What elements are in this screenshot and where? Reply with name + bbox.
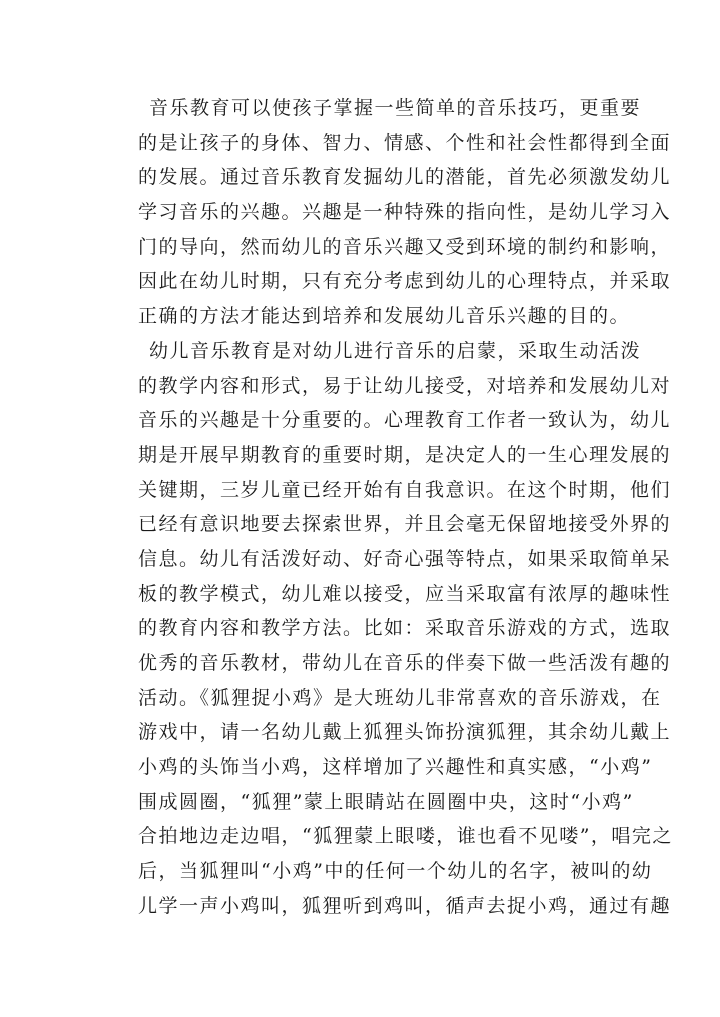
paragraph-2-line-6: 已经有意识地要去探索世界，并且会毫无保留地接受外界的: [138, 513, 672, 536]
paragraph-2-line-16: 后，当狐狸叫“小鸡”中的任何一个幼儿的名字，被叫的幼: [138, 860, 653, 883]
paragraph-2-line-3: 音乐的兴趣是十分重要的。心理教育工作者一致认为，幼儿: [138, 409, 672, 432]
paragraph-1-line-2: 的是让孩子的身体、智力、情感、个性和社会性都得到全面: [138, 131, 672, 154]
paragraph-1-line-4: 学习音乐的兴趣。兴趣是一种特殊的指向性，是幼儿学习入: [138, 201, 672, 224]
paragraph-2-line-12: 游戏中，请一名幼儿戴上狐狸头饰扮演狐狸，其余幼儿戴上: [138, 721, 672, 744]
paragraph-2-line-11: 活动。《狐狸捉小鸡》是大班幼儿非常喜欢的音乐游戏，在: [138, 686, 662, 709]
paragraph-2-line-14: 围成圆圈，“狐狸”蒙上眼睛站在圆圈中央，这时“小鸡”: [138, 790, 634, 813]
body-text: [138, 91, 673, 924]
paragraph-2-line-8: 板的教学模式，幼儿难以接受，应当采取富有浓厚的趣味性: [138, 582, 672, 605]
paragraph-1-line-5: 门的导向，然而幼儿的音乐兴趣又受到环境的制约和影响，: [138, 235, 672, 258]
paragraph-1-line-7: 正确的方法才能达到培养和发展幼儿音乐兴趣的目的。: [138, 305, 631, 328]
paragraph-2-line-9: 的教育内容和教学方法。比如：采取音乐游戏的方式，选取: [138, 617, 672, 640]
paragraph-2-line-13: 小鸡的头饰当小鸡，这样增加了兴趣性和真实感，“小鸡”: [138, 756, 653, 779]
paragraph-2-line-5: 关键期，三岁儿童已经开始有自我意识。在这个时期，他们: [138, 478, 672, 501]
paragraph-1-line-6: 因此在幼儿时期，只有充分考虑到幼儿的心理特点，并采取: [138, 270, 672, 293]
paragraph-2-line-17: 儿学一声小鸡叫，狐狸听到鸡叫，循声去捉小鸡，通过有趣: [138, 894, 672, 917]
paragraph-2-line-15: 合拍地边走边唱，“狐狸蒙上眼喽，谁也看不见喽”，唱完之: [138, 825, 673, 848]
paragraph-1-line-1: 音乐教育可以使孩子掌握一些简单的音乐技巧，更重要: [149, 97, 642, 119]
paragraph-2-line-2: 的教学内容和形式，易于让幼儿接受，对培养和发展幼儿对: [138, 374, 672, 397]
paragraph-1-line-3: 的发展。通过音乐教育发掘幼儿的潜能，首先必须激发幼儿: [138, 166, 672, 189]
paragraph-2-line-10: 优秀的音乐教材，带幼儿在音乐的伴奏下做一些活泼有趣的: [138, 652, 672, 674]
paragraph-2-line-4: 期是开展早期教育的重要时期，是决定人的一生心理发展的: [138, 443, 672, 466]
paragraph-2-line-1: 幼儿音乐教育是对幼儿进行音乐的启蒙，采取生动活泼: [149, 339, 642, 362]
paragraph-2-line-7: 信息。幼儿有活泼好动、好奇心强等特点，如果采取简单呆: [138, 547, 672, 570]
